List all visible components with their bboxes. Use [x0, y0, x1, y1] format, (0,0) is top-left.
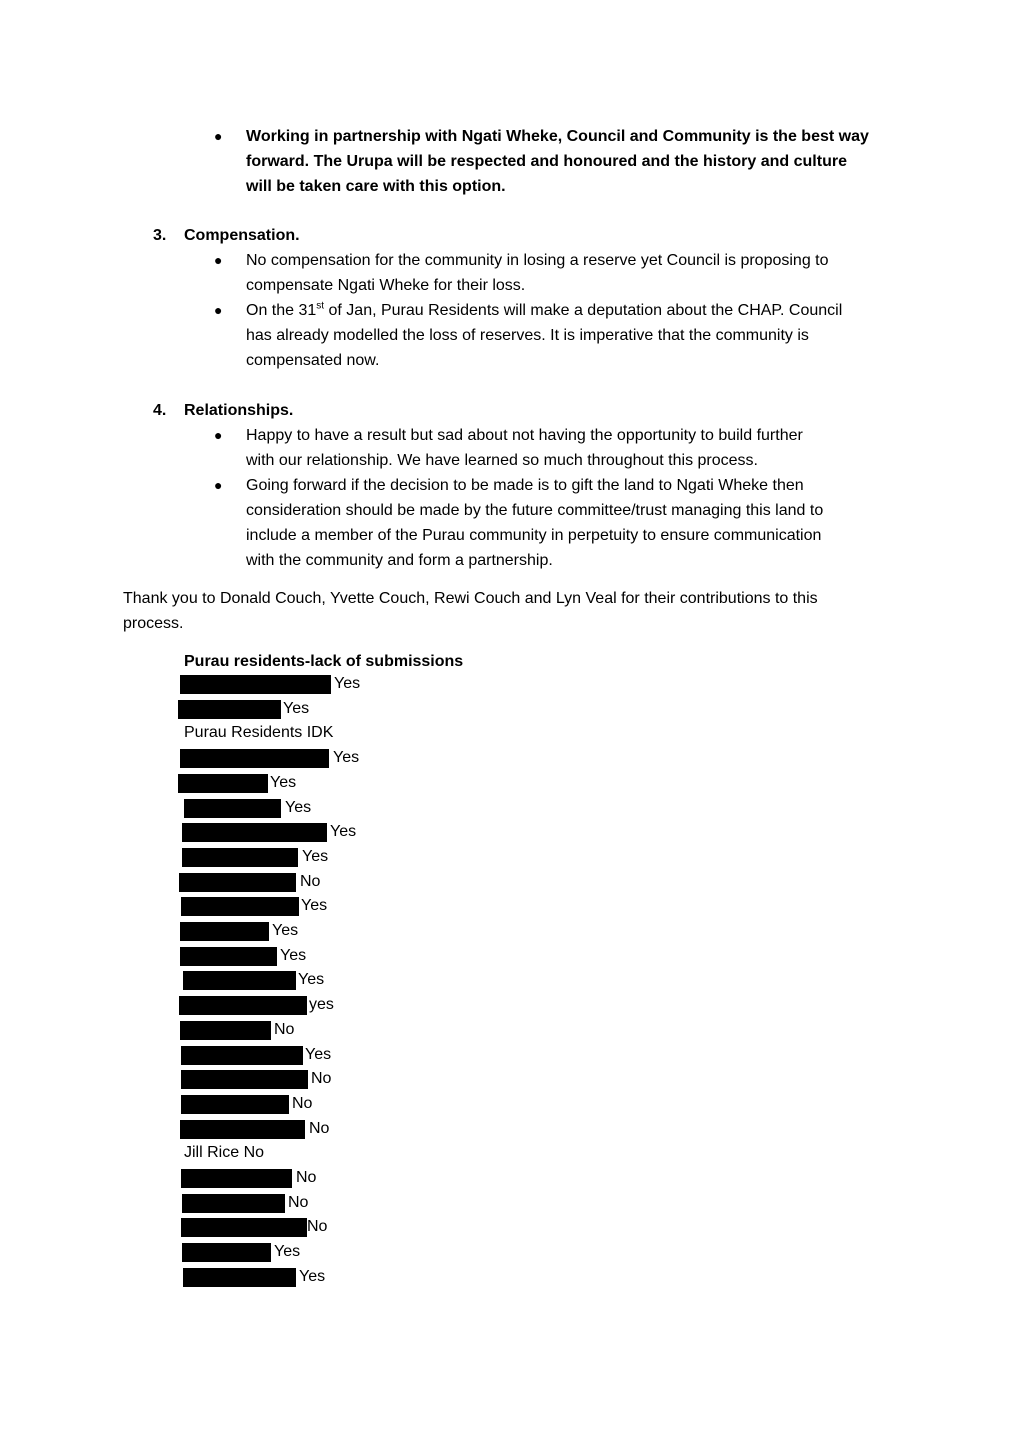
redaction-bar	[181, 1218, 307, 1237]
bullet-icon: ●	[214, 477, 223, 493]
submission-answer: No	[309, 1119, 330, 1137]
body-line: Going forward if the decision to be made is to gift the land to Ngati Wheke then	[246, 477, 804, 494]
section-title: Relationships.	[184, 402, 294, 419]
redaction-bar	[180, 749, 329, 768]
thanks-line: Thank you to Donald Couch, Yvette Couch, Rewi Couch and Lyn Veal for their contributions to this	[123, 590, 818, 607]
body-line: with the community and form a partnership.	[246, 552, 553, 569]
redaction-bar	[184, 799, 281, 818]
list-item-text: Purau Residents IDK	[184, 724, 334, 742]
body-line: No compensation for the community in losing a reserve yet Council is proposing to	[246, 252, 829, 269]
line-after: of Jan, Purau Residents will make a deputation about the CHAP. Council	[324, 302, 843, 319]
body-line	[246, 298, 842, 323]
submission-answer: Yes	[333, 749, 360, 767]
redaction-bar	[179, 996, 307, 1015]
submission-answer: Yes	[280, 946, 307, 964]
redaction-bar	[182, 848, 298, 867]
submission-answer: Yes	[299, 1267, 326, 1285]
section-number: 3.	[153, 227, 167, 244]
redaction-bar	[181, 1046, 303, 1065]
submission-answer: Yes	[272, 922, 299, 939]
line-before: On the 31	[246, 302, 317, 319]
redaction-bar	[180, 947, 277, 966]
submission-answer: No	[300, 872, 321, 890]
redaction-bar	[182, 823, 327, 842]
body-line: compensate Ngati Wheke for their loss.	[246, 277, 526, 294]
redaction-bar	[179, 873, 296, 892]
submission-answer: No	[307, 1218, 328, 1236]
redaction-bar	[178, 774, 268, 793]
body-line: has already modelled the loss of reserves. It is imperative that the community is	[246, 327, 809, 344]
bullet-icon: ●	[214, 427, 223, 443]
submission-answer: Yes	[330, 823, 357, 841]
intro-line: forward. The Urupa will be respected and honoured and the history and culture	[246, 153, 847, 170]
submission-answer: Yes	[274, 1243, 301, 1261]
submission-answer: No	[288, 1193, 309, 1211]
submission-answer: No	[274, 1020, 295, 1038]
submission-answer: Yes	[270, 773, 297, 791]
submission-answer: Yes	[285, 798, 312, 816]
redaction-bar	[182, 1194, 285, 1213]
section-number: 4.	[153, 402, 167, 419]
submission-answer: Yes	[334, 675, 361, 692]
redaction-bar	[181, 1169, 292, 1188]
redaction-bar	[180, 922, 269, 941]
redaction-bar	[181, 897, 299, 916]
intro-line: Working in partnership with Ngati Wheke, Council and Community is the best way	[246, 128, 869, 145]
bullet-icon: ●	[214, 128, 223, 144]
submission-answer: Yes	[283, 699, 310, 717]
body-line: include a member of the Purau community in perpetuity to ensure communication	[246, 527, 822, 544]
body-line: Happy to have a result but sad about not having the opportunity to build further	[246, 427, 803, 444]
list-item-text: Jill Rice No	[184, 1144, 265, 1162]
submission-answer: Yes	[298, 971, 325, 989]
submission-answer: yes	[309, 996, 334, 1014]
redaction-bar	[180, 675, 331, 694]
redaction-bar	[181, 1070, 308, 1089]
redaction-bar	[180, 1021, 271, 1040]
submission-answer: No	[311, 1070, 332, 1088]
redaction-bar	[183, 1268, 296, 1287]
redaction-bar	[180, 1120, 305, 1139]
thanks-line: process.	[123, 615, 184, 632]
redaction-bar	[181, 1095, 289, 1114]
intro-line: will be taken care with this option.	[246, 178, 506, 195]
bullet-icon: ●	[214, 302, 223, 318]
bullet-icon: ●	[214, 252, 223, 268]
submission-answer: No	[292, 1094, 313, 1112]
redaction-bar	[178, 700, 281, 719]
submission-answer: Yes	[305, 1045, 332, 1063]
body-line: compensated now.	[246, 352, 380, 369]
submission-answer: Yes	[301, 897, 328, 915]
section-title: Compensation.	[184, 227, 300, 244]
redaction-bar	[183, 971, 296, 990]
body-line: consideration should be made by the future committee/trust managing this land to	[246, 502, 824, 519]
body-line: with our relationship. We have learned so much throughout this process.	[246, 452, 758, 469]
list-title: Purau residents-lack of submissions	[184, 653, 464, 670]
submission-answer: Yes	[302, 847, 329, 865]
ordinal-suffix: st	[316, 300, 325, 312]
submission-answer: No	[296, 1169, 317, 1186]
redaction-bar	[182, 1243, 271, 1262]
